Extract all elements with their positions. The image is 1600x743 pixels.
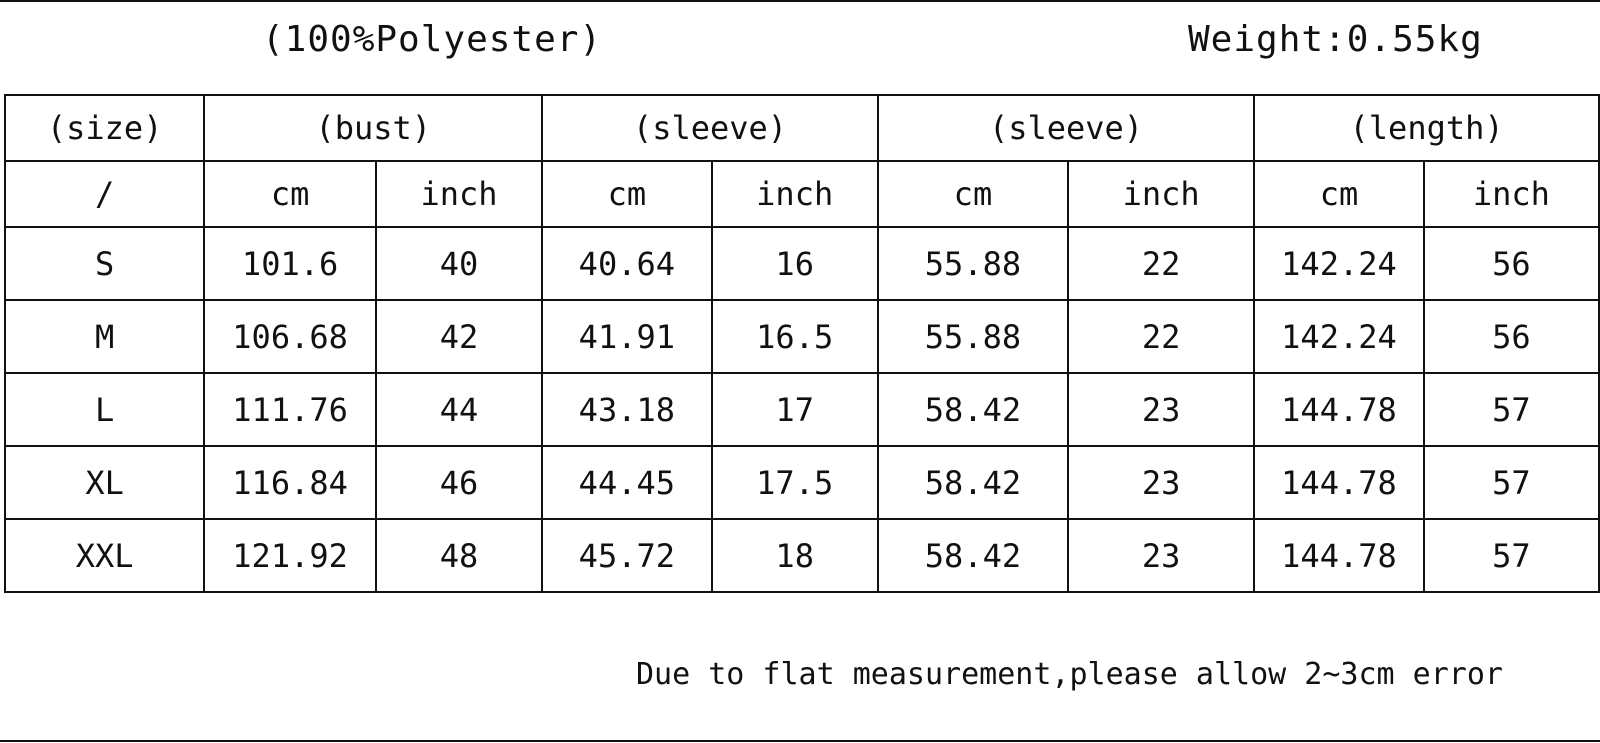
table-cell: 23 xyxy=(1068,446,1254,519)
table-cell: 58.42 xyxy=(878,446,1068,519)
table-cell: 17.5 xyxy=(712,446,878,519)
table-cell: 57 xyxy=(1424,446,1599,519)
header-length: (length) xyxy=(1254,95,1599,161)
weight-label: Weight:0.55kg xyxy=(1188,19,1483,60)
top-border xyxy=(0,0,1600,2)
header-bust: (bust) xyxy=(204,95,542,161)
table-cell: 18 xyxy=(712,519,878,592)
table-cell: 23 xyxy=(1068,373,1254,446)
table-cell: 16 xyxy=(712,227,878,300)
table-cell: 22 xyxy=(1068,300,1254,373)
table-cell: 44 xyxy=(376,373,542,446)
unit-cell: cm xyxy=(204,161,376,227)
table-cell: 23 xyxy=(1068,519,1254,592)
table-cell: 40 xyxy=(376,227,542,300)
table-cell: 42 xyxy=(376,300,542,373)
table-cell: 116.84 xyxy=(204,446,376,519)
unit-cell: cm xyxy=(542,161,711,227)
unit-cell: cm xyxy=(1254,161,1424,227)
table-cell: 16.5 xyxy=(712,300,878,373)
table-cell: S xyxy=(5,227,204,300)
group-header-row xyxy=(5,95,1599,161)
table-cell: 101.6 xyxy=(204,227,376,300)
material-label: (100%Polyester) xyxy=(262,19,603,60)
table-row xyxy=(5,300,1599,373)
header-size: (size) xyxy=(5,95,204,161)
table-cell: 55.88 xyxy=(878,300,1068,373)
table-row xyxy=(5,373,1599,446)
table-cell: 56 xyxy=(1424,300,1599,373)
unit-cell: cm xyxy=(878,161,1068,227)
table-cell: 17 xyxy=(712,373,878,446)
unit-cell: inch xyxy=(1068,161,1254,227)
table-cell: 142.24 xyxy=(1254,227,1424,300)
table-cell: 121.92 xyxy=(204,519,376,592)
unit-cell: / xyxy=(5,161,204,227)
table-row xyxy=(5,519,1599,592)
table-cell: 22 xyxy=(1068,227,1254,300)
unit-cell: inch xyxy=(1424,161,1599,227)
measurement-note: Due to flat measurement,please allow 2~3cm error xyxy=(636,657,1503,692)
table-cell: 144.78 xyxy=(1254,519,1424,592)
header-sleeve-2: (sleeve) xyxy=(878,95,1254,161)
table-row xyxy=(5,446,1599,519)
table-cell: 48 xyxy=(376,519,542,592)
table-cell: 144.78 xyxy=(1254,373,1424,446)
table-cell: 56 xyxy=(1424,227,1599,300)
table-row xyxy=(5,227,1599,300)
table-cell: M xyxy=(5,300,204,373)
table-cell: XXL xyxy=(5,519,204,592)
table-cell: XL xyxy=(5,446,204,519)
table-cell: 57 xyxy=(1424,519,1599,592)
table-cell: 43.18 xyxy=(542,373,711,446)
unit-header-row xyxy=(5,161,1599,227)
bottom-border xyxy=(0,740,1600,742)
table-cell: 142.24 xyxy=(1254,300,1424,373)
table-cell: 45.72 xyxy=(542,519,711,592)
table-cell: 44.45 xyxy=(542,446,711,519)
table-cell: 111.76 xyxy=(204,373,376,446)
table-cell: 58.42 xyxy=(878,519,1068,592)
table-cell: 40.64 xyxy=(542,227,711,300)
header-sleeve: (sleeve) xyxy=(542,95,878,161)
size-chart-table xyxy=(4,94,1600,593)
table-cell: 106.68 xyxy=(204,300,376,373)
table-cell: 41.91 xyxy=(542,300,711,373)
table-cell: L xyxy=(5,373,204,446)
table-cell: 144.78 xyxy=(1254,446,1424,519)
unit-cell: inch xyxy=(712,161,878,227)
table-cell: 57 xyxy=(1424,373,1599,446)
table-cell: 58.42 xyxy=(878,373,1068,446)
unit-cell: inch xyxy=(376,161,542,227)
table-cell: 46 xyxy=(376,446,542,519)
table-cell: 55.88 xyxy=(878,227,1068,300)
